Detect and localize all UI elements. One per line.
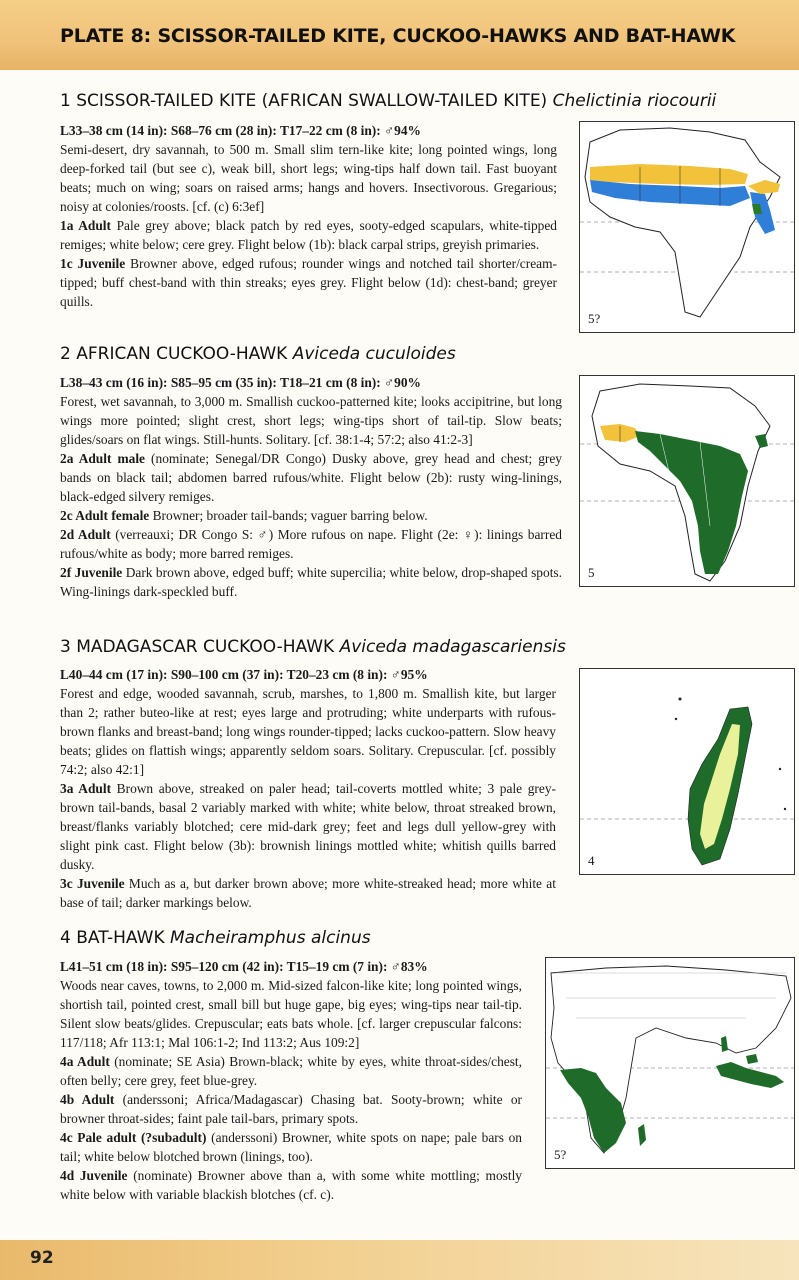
species-4-range-map xyxy=(545,957,795,1169)
species-1-entry-c: 1c Juvenile Browner above, edged rufous; rounder wings and notched tail shorter/cream-tipped; buff chest-band with thin streaks; eyes grey. Flight below (1d): chest-band; greyer quills. xyxy=(60,256,557,309)
species-4-measurements: L41–51 cm (18 in): S95–120 cm (42 in): T15–19 cm (7 in): ♂83% xyxy=(60,959,428,974)
species-4-description: Woods near caves, towns, to 2,000 m. Mid-sized falcon-like kite; long pointed wings, shortish tail, pointed crest, small bill but huge gape, big eyes; wing-tips near tail-tip. Silent slow beats/glides. Crepuscular; eats bats whole. [cf. larger crepuscular falcons: 117/118; Afr 113:1; Mal 106:1-2; Ind 113:2; Aus 109:2] xyxy=(60,978,522,1050)
species-3-title: 3 MADAGASCAR CUCKOO-HAWK Aviceda madagascariensis xyxy=(60,637,566,657)
species-2-entry-c: 2c Adult female Browner; broader tail-bands; vaguer barring below. xyxy=(60,508,428,523)
species-1-map-label: 5? xyxy=(588,311,601,326)
species-2-map-label: 5 xyxy=(588,565,595,580)
species-4-entry-d: 4d Juvenile (nominate) Browner above than a, with some white mottling; mostly white below with variable blackish blotches (cf. c). xyxy=(60,1168,522,1202)
species-4-entry-c: 4c Pale adult (?subadult) (anderssoni) Browner, white spots on nape; pale bars on tail; white below blotched brown (linings, too). xyxy=(60,1130,522,1164)
species-3-range-map xyxy=(579,668,795,875)
species-4-scientific: Macheiramphus alcinus xyxy=(170,928,371,948)
species-2-text xyxy=(60,373,562,601)
page-number: 92 xyxy=(30,1248,54,1268)
species-2-measurements: L38–43 cm (16 in): S85–95 cm (35 in): T18–21 cm (8 in): ♂90% xyxy=(60,375,421,390)
species-1-description: Semi-desert, dry savannah, to 500 m. Small slim tern-like kite; long pointed wings, long deep-forked tail (but see c), weak bill, short legs; wing-tips half down tail. Fast buoyant beats; much on wing; soars on raised arms; hangs and hovers. Insectivorous. Gregarious; noisy at colonies/roosts. [cf. (c) 6:3ef] xyxy=(60,142,557,214)
species-3-measurements: L40–44 cm (17 in): S90–100 cm (37 in): T20–23 cm (8 in): ♂95% xyxy=(60,667,428,682)
species-2-entry-f: 2f Juvenile Dark brown above, edged buff; white supercilia; white below, drop-shaped spots. Wing-linings dark-speckled buff. xyxy=(60,565,562,599)
species-1-text xyxy=(60,121,557,311)
species-1-scientific: Chelictinia riocourii xyxy=(552,91,717,111)
species-3-text xyxy=(60,665,556,912)
species-3-entry-a: 3a Adult Brown above, streaked on paler head; tail-coverts mottled white; 3 pale grey-brown tail-bands, basal 2 variably marked with white; white below, throat streaked brown, breast/flanks variably blotched; cere mid-dark grey; feet and legs dull yellow-grey with slight pink cast. Flight below (3b): brownish linings mottled white; whitish quills barred dusky. xyxy=(60,781,556,872)
species-3-description: Forest and edge, wooded savannah, scrub, marshes, to 1,800 m. Smallish kite, but larger than 2; rather buteo-like at rest; eyes large and protruding; white underparts with rufous-brown flanks and breast-band; long wings rounder-tipped; lacks cuckoo-pattern. Slow heavy beats; glides on flattish wings; apparently seldom soars. Solitary. Crepuscular. [cf. possibly 74:2; also 42:1] xyxy=(60,686,556,777)
species-2-description: Forest, wet savannah, to 3,000 m. Smallish cuckoo-patterned kite; looks accipitrine, but long wings more pointed; slight crest, short legs; wing-tips short of tail-tip. Slow beats; glides/soars on flat wings. Still-hunts. Solitary. [cf. 38:1-4; 57:2; also 41:2-3] xyxy=(60,394,562,447)
species-4-title: 4 BAT-HAWK Macheiramphus alcinus xyxy=(60,928,371,948)
species-3-scientific: Aviceda madagascariensis xyxy=(339,637,566,657)
species-2-range-map xyxy=(579,375,795,587)
species-1-entry-a: 1a Adult Pale grey above; black patch by red eyes, sooty-edged scapulars, white-tipped remiges; white below; cere grey. Flight below (1b): black carpal strips, greyish primaries. xyxy=(60,218,557,252)
species-1-title: 1 SCISSOR-TAILED KITE (AFRICAN SWALLOW-TAILED KITE) Chelictinia riocourii xyxy=(60,91,717,111)
plate-header xyxy=(0,0,799,70)
species-2-scientific: Aviceda cuculoides xyxy=(292,344,456,364)
species-4-entry-b: 4b Adult (anderssoni; Africa/Madagascar) Chasing bat. Sooty-brown; white or browner throat-sides; faint pale tail-bars, primary spots. xyxy=(60,1092,522,1126)
species-4-entry-a: 4a Adult (nominate; SE Asia) Brown-black; white by eyes, white throat-sides/chest, often belly; cere grey, feet blue-grey. xyxy=(60,1054,522,1088)
page-footer xyxy=(0,1240,799,1280)
species-1-measurements: L33–38 cm (14 in): S68–76 cm (28 in): T17–22 cm (8 in): ♂94% xyxy=(60,123,421,138)
species-1-range-map xyxy=(579,121,795,333)
species-4-map-label: 5? xyxy=(554,1147,567,1162)
species-2-title: 2 AFRICAN CUCKOO-HAWK Aviceda cuculoides xyxy=(60,344,456,364)
plate-title: PLATE 8: SCISSOR-TAILED KITE, CUCKOO-HAWKS AND BAT-HAWK xyxy=(60,25,736,47)
species-3-map-label: 4 xyxy=(588,853,595,868)
species-2-entry-a: 2a Adult male (nominate; Senegal/DR Congo) Dusky above, grey head and chest; grey bands on black tail; abdomen barred rufous/white. Flight below (2b): rusty wing-linings, black-edged silvery remiges. xyxy=(60,451,562,504)
species-3-entry-c: 3c Juvenile Much as a, but darker brown above; more white-streaked head; more white at base of tail; darker markings below. xyxy=(60,876,556,910)
species-4-text xyxy=(60,957,522,1204)
species-2-entry-d: 2d Adult (verreauxi; DR Congo S: ♂) More rufous on nape. Flight (2e: ♀): linings barred rufous/white as body; more barred remiges. xyxy=(60,527,562,561)
